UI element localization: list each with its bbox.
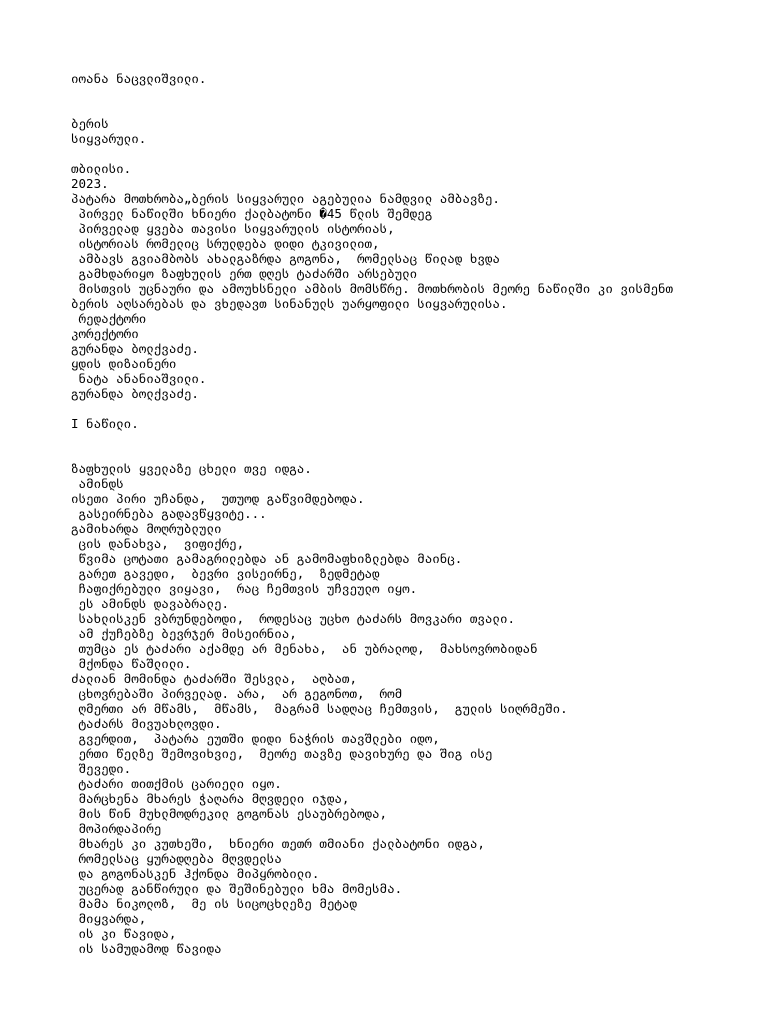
body-line: გარეთ გავედი, ბევრი ვისეირნე, ზედმეტად [71,566,380,581]
summary-line: პირველ ნაწილში ხნიერი ქალბატონი �45 წლის შემდეგ [71,206,433,221]
summary-line: გამხდარიყო ზაფხულის ერთ დღეს ტაძარში არსებული [71,266,418,281]
summary-line: ისტორიას რომელიც სრულდება დიდი ტკივილით, [71,236,380,251]
body-line: მარცხენა მხარეს ჭაღარა მღვდელი იჯდა, [71,791,350,806]
title-line-2: სიყვარული. [71,131,147,146]
body-line: ერთი წელზე შემოვიხვიე, მეორე თავზე დავიხურე და შიგ ისე [71,746,493,761]
body-line: სახლისკენ ვბრუნდებოდი, როდესაც უცხო ტაძარს მოვკარი თვალი. [71,611,516,626]
summary-line: ბერის აღსარებას და ვხედავთ სინანულს უარყოფილი სიყვარულისა. [71,296,508,311]
body-line: ძალიან მომინდა ტაძარში შესვლა, აღბათ, [71,671,357,686]
credits-line: კორექტორი [71,326,139,341]
body-line: მქონდა წაშლილი. [71,656,192,671]
credits-line: გურანდა ბოლქვაძე. [71,341,199,356]
body-line: ის კი წავიდა, [71,926,177,941]
summary-line: პირველად ყვება თავისი სიყვარულის ისტორიას, [71,221,395,236]
body-line: ტაძარს მივუახლოვდი. [71,716,222,731]
credits-line: რედაქტორი [71,311,147,326]
body-line: მოპირდაპირე [71,821,162,836]
body-line: რომელსაც ყურადღება მღვდელსა [71,851,282,866]
body-line: შევედი. [71,761,132,776]
title-line-1: ბერის [71,116,109,131]
body-line: მამა ნიკოლოზ, მე ის სიცოცხლეზე მეტად [71,896,357,911]
body-line: ღმერთი არ მწამს, მწამს, მაგრამ სადღაც ჩემთვის, გულის სიღრმეში. [71,701,568,716]
body-line: ამინდს [71,476,124,491]
body-line: და გოგონასკენ ჰქონდა მიპყრობილი. [71,866,320,881]
author-name: იოანა ნაცვლიშვილი. [71,71,207,86]
body-line: წვიმა ცოტათი გამაგრილებდა ან გამომაფხიზლებდა მაინც. [71,551,463,566]
body-line: ზაფხულის ყველაზე ცხელი თვე იდგა. [71,461,312,476]
body-line: ტაძარი თითქმის ცარიელი იყო. [71,776,282,791]
body-line: გამიხარდა მოღრუბლული [71,521,222,536]
body-line: გვერდით, პატარა ეუთში დიდი ნაჭრის თავშლები იდო, [71,731,440,746]
body-line: ჩაფიქრებული ვიყავი, რაც ჩემთვის უჩვეულო იყო. [71,581,418,596]
summary-line: პატარა მოთხრობა„ბერის სიყვარული აგებულია ნამდვილ ამბავზე. [71,191,500,206]
body-line: ისეთი პირი უჩანდა, უთუოდ გაწვიმდებოდა. [71,491,365,506]
summary-line: ამბავს გვიამბობს ახალგაზრდა გოგონა, რომელსაც წილად ხვდა [71,251,500,266]
part-heading: I ნაწილი. [71,416,139,431]
body-line: მიყვარდა, [71,911,147,926]
credits-line: ყდის დიზაინერი [71,356,177,371]
body-line: მის წინ მუხლმოდრეკილ გოგონას ესაუბრებოდა, [71,806,388,821]
credits-line: ნატა ანანიაშვილი. [71,371,207,386]
body-line: ეს ამინდს დავაბრალე. [71,596,230,611]
body-line: ცხოვრებაში პირველად. არა, არ გეგონოთ, რომ [71,686,403,701]
body-line: გასეირნება გადავწყვიტე... [71,506,267,521]
body-line: თუმცა ეს ტაძარი აქამდე არ მენახა, ან უბრალოდ, მახსოვრობიდან [71,641,538,656]
body-line: ის სამუდამოდ წავიდა [71,941,222,956]
body-line: უცერად განწირული და შეშინებული ხმა მომესმა. [71,881,403,896]
body-line: ამ ქუჩებზე ბევრჯერ მისეირნია, [71,626,297,641]
body-line: ცის დანახვა, ვიფიქრე, [71,536,245,551]
year-line: 2023. [71,176,109,191]
body-line: მხარეს კი კუთხეში, ხნიერი თეთრ თმიანი ქალბატონი იდგა, [71,836,485,851]
summary-line: მისთვის უცნაური და ამოუხსნელი ამბის მომსწრე. მოთხრობის მეორე ნაწილში კი ვისმენთ [71,281,674,296]
city-line: თბილისი. [71,161,132,176]
credits-line: გურანდა ბოლქვაძე. [71,386,199,401]
